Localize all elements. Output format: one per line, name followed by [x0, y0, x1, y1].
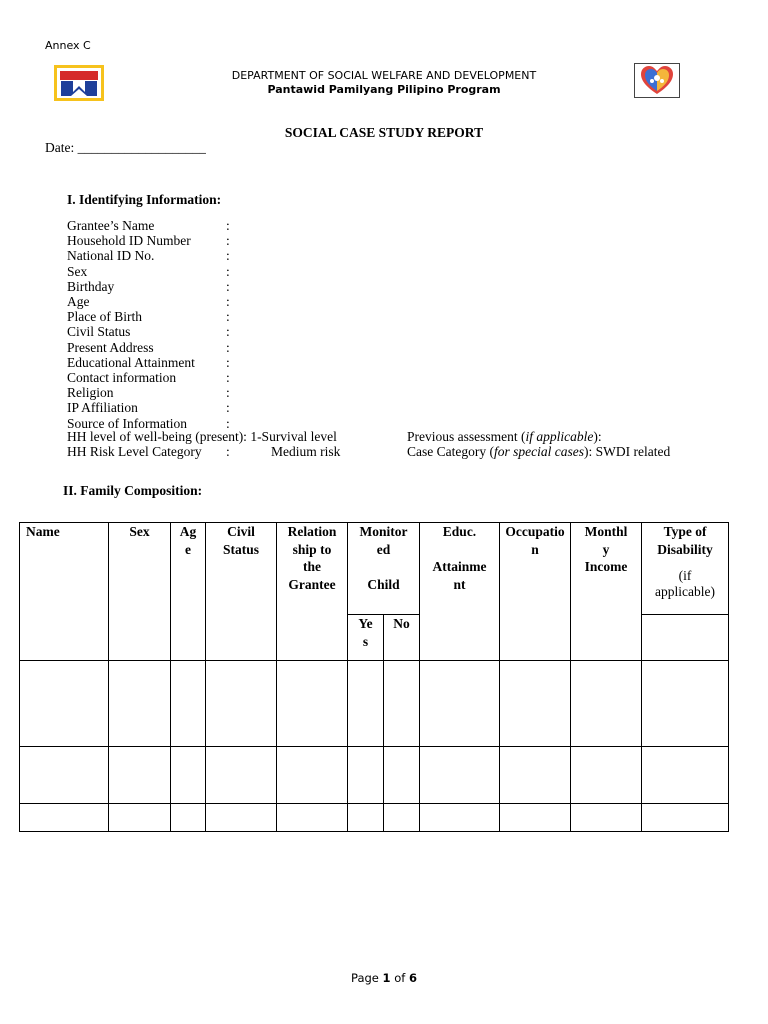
date-field: Date: ___________________ — [45, 140, 206, 155]
wellbeing-value: 1-Survival level — [250, 429, 337, 444]
field-label: Age — [67, 294, 90, 309]
field-label: Educational Attainment — [67, 354, 195, 370]
table-cell[interactable] — [571, 661, 642, 747]
table-cell[interactable] — [109, 661, 171, 747]
table-cell[interactable] — [109, 747, 171, 804]
previous-assessment-line — [407, 429, 602, 445]
col-education: Educ. Attainme nt — [420, 523, 500, 661]
field-colon: : — [226, 294, 230, 309]
case-category-line — [407, 444, 670, 460]
table-cell[interactable] — [348, 804, 384, 832]
table-cell[interactable] — [206, 661, 277, 747]
table-cell[interactable] — [500, 747, 571, 804]
table-cell[interactable] — [20, 661, 109, 747]
field-label: Source of Information — [67, 415, 187, 431]
col-relationship: Relation ship to the Grantee — [277, 523, 348, 661]
field-colon: : — [226, 278, 230, 294]
table-cell[interactable] — [348, 747, 384, 804]
table-cell[interactable] — [642, 747, 729, 804]
field-colon: : — [226, 354, 230, 370]
risk-label: HH Risk Level Category — [67, 444, 202, 459]
program-name: Pantawid Pamilyang Pilipino Program — [267, 83, 501, 96]
field-label: Present Address — [67, 339, 154, 355]
table-cell[interactable] — [171, 661, 206, 747]
field-colon: : — [226, 415, 230, 431]
col-monitored-child: Monitor ed Child — [348, 523, 420, 615]
col-age: Ag e — [171, 523, 206, 661]
table-cell[interactable] — [171, 804, 206, 832]
field-label: IP Affiliation — [67, 400, 138, 416]
table-row — [20, 661, 729, 747]
field-colon: : — [226, 370, 230, 385]
table-cell[interactable] — [384, 804, 420, 832]
table-cell[interactable] — [20, 804, 109, 832]
field-colon: : — [226, 263, 230, 279]
case-category-label-post: ): — [583, 444, 593, 459]
previous-assessment-label-pre: Previous assessment ( — [407, 429, 526, 444]
case-category-value: SWDI related — [595, 444, 671, 459]
table-cell[interactable] — [277, 747, 348, 804]
col-disability-title: Type of Disability — [657, 524, 713, 557]
table-cell[interactable] — [206, 804, 277, 832]
table-cell[interactable] — [348, 661, 384, 747]
table-cell[interactable] — [571, 804, 642, 832]
report-title: SOCIAL CASE STUDY REPORT — [284, 125, 484, 140]
field-label: Religion — [67, 385, 114, 401]
table-cell[interactable] — [420, 804, 500, 832]
section-family-heading: II. Family Composition: — [63, 483, 203, 498]
col-monitored-yes: Ye s — [348, 615, 384, 661]
table-cell[interactable] — [642, 661, 729, 747]
page-footer — [0, 971, 768, 985]
field-colon: : — [226, 309, 230, 325]
previous-assessment-label-italic: if applicable — [525, 429, 594, 444]
wellbeing-label: HH level of well-being (present): — [67, 429, 247, 444]
table-cell[interactable] — [642, 615, 729, 661]
section-identifying-heading: I. Identifying Information: — [67, 192, 222, 207]
col-monitored-no: No — [384, 615, 420, 661]
table-cell[interactable] — [20, 747, 109, 804]
col-disability — [642, 523, 729, 615]
table-cell[interactable] — [277, 661, 348, 747]
table-cell[interactable] — [384, 661, 420, 747]
field-label: Grantee’s Name — [67, 218, 155, 233]
risk-colon: : — [226, 444, 230, 459]
annex-label: Annex C — [45, 39, 91, 52]
table-cell[interactable] — [171, 747, 206, 804]
case-category-label-italic: for special cases — [493, 444, 584, 459]
table-cell[interactable] — [109, 804, 171, 832]
field-colon: : — [226, 248, 230, 264]
table-cell[interactable] — [206, 747, 277, 804]
table-cell[interactable] — [571, 747, 642, 804]
table-row — [20, 747, 729, 804]
table-cell[interactable] — [500, 804, 571, 832]
page-number: 1 — [382, 971, 391, 985]
field-label: Civil Status — [67, 324, 131, 340]
col-income: Monthl y Income — [571, 523, 642, 661]
field-colon: : — [226, 218, 230, 233]
col-civil-status: Civil Status — [206, 523, 277, 661]
field-colon: : — [226, 324, 230, 340]
department-name: DEPARTMENT OF SOCIAL WELFARE AND DEVELOPMENT — [231, 69, 537, 82]
field-colon: : — [226, 233, 230, 249]
col-disability-note: (if applicable) — [655, 568, 715, 599]
col-occupation: Occupatio n — [500, 523, 571, 661]
table-cell[interactable] — [384, 747, 420, 804]
page-prefix: Page — [351, 971, 383, 985]
page-total: 6 — [408, 971, 417, 985]
wellbeing-line — [67, 429, 337, 445]
field-colon: : — [226, 400, 230, 416]
field-colon: : — [226, 339, 230, 355]
table-cell[interactable] — [277, 804, 348, 832]
page-mid: of — [390, 971, 409, 985]
table-row — [20, 804, 729, 832]
field-label: Household ID Number — [67, 233, 191, 249]
previous-assessment-label-post: ): — [593, 429, 602, 444]
field-label: Sex — [67, 263, 88, 279]
case-category-label-pre: Case Category ( — [407, 444, 494, 459]
field-colon: : — [226, 385, 230, 401]
field-label: Place of Birth — [67, 309, 142, 325]
table-cell[interactable] — [642, 804, 729, 832]
risk-value: Medium risk — [271, 444, 341, 459]
col-sex: Sex — [109, 523, 171, 661]
field-label: National ID No. — [67, 248, 155, 264]
table-cell[interactable] — [420, 747, 500, 804]
field-label: Contact information — [67, 370, 177, 385]
table-cell[interactable] — [500, 661, 571, 747]
field-label: Birthday — [67, 278, 115, 294]
family-composition-table — [19, 522, 729, 832]
col-name: Name — [20, 523, 109, 661]
table-cell[interactable] — [420, 661, 500, 747]
